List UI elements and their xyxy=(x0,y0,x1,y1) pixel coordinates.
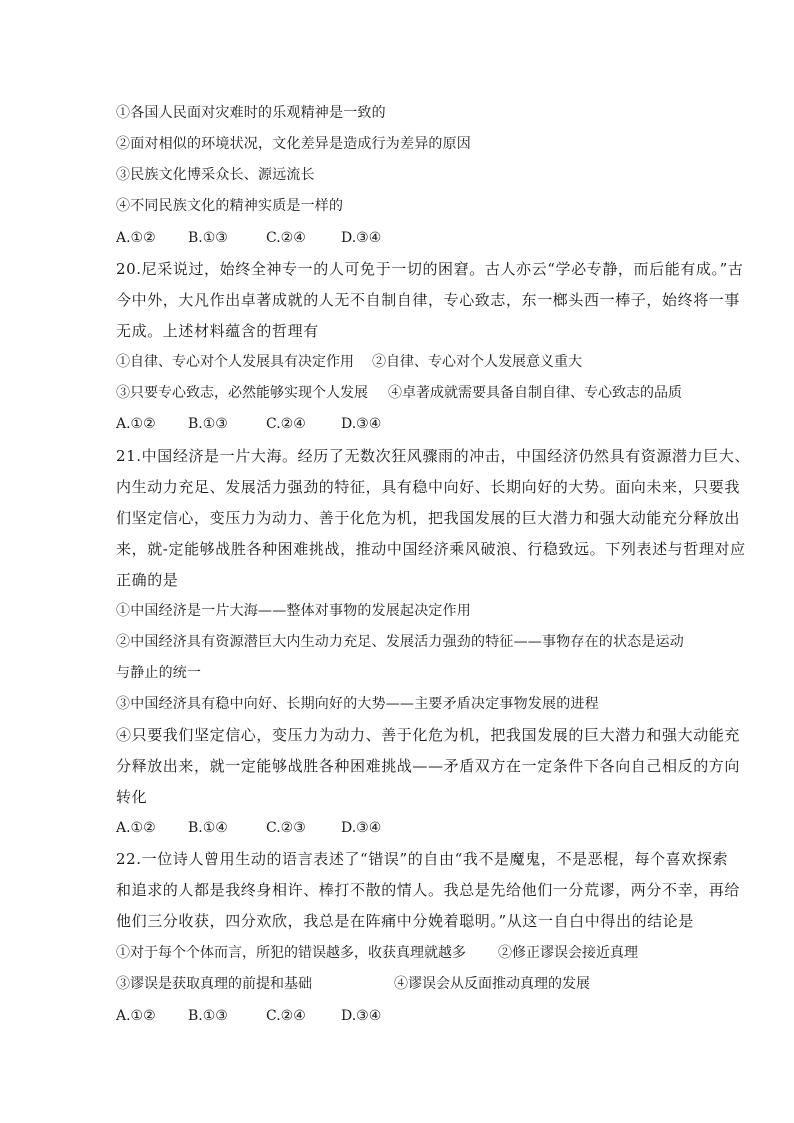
q22-stem-line-2: 和追求的人都是我终身相许、棒打不散的情人。我总是先给他们一分荒谬，两分不幸，再给 xyxy=(116,881,741,899)
q21-stem-line-4: 来，就-定能够战胜各种困难挑战，推动中国经济乘风破浪、行稳致远。下列表述与哲理对应 xyxy=(116,540,746,558)
q21-stem-line-1: 21.中国经济是一片大海。经历了无数次狂风骤雨的冲击，中国经济仍然具有资源潜力巨大、 xyxy=(116,447,751,465)
q20-item-2: ②自律、专心对个人发展意义重大 xyxy=(372,354,582,370)
q21-option-c[interactable]: C.②③ xyxy=(266,820,306,836)
q21-item-1: ①中国经济是一片大海——整体对事物的发展起决定作用 xyxy=(116,603,471,619)
q22-stem-line-1: 22.一位诗人曾用生动的语言表述了“错误”的自由“我不是魔鬼，不是恶棍，每个喜欢探索 xyxy=(116,850,729,868)
q22-option-a[interactable]: A.①② xyxy=(116,1008,156,1024)
q22-item-2: ②修正谬误会接近真理 xyxy=(498,945,638,961)
q21-item-4-end: 转化 xyxy=(116,788,148,806)
q21-option-a[interactable]: A.①② xyxy=(116,820,156,836)
q20-option-b[interactable]: B.①③ xyxy=(188,416,228,432)
q22-option-b[interactable]: B.①③ xyxy=(188,1008,228,1024)
q19-item-4: ④不同民族文化的精神实质是一样的 xyxy=(116,198,344,214)
q21-stem-line-3: 们坚定信心，变压力为动力、善于化危为机，把我国发展的巨大潜力和强大动能充分释放出 xyxy=(116,509,741,527)
q21-item-4-cont: 分释放出来，就一定能够战胜各种困难挑战——矛盾双方在一定条件下各向自己相反的方向 xyxy=(116,757,741,775)
q19-option-d[interactable]: D.③④ xyxy=(341,230,382,246)
q20-item-1: ①自律、专心对个人发展具有决定作用 xyxy=(116,354,354,370)
q19-item-2: ②面对相似的环境状况，文化差异是造成行为差异的原因 xyxy=(116,136,471,152)
q21-item-4: ④只要我们坚定信心，变压力为动力、善于化危为机，把我国发展的巨大潜力和强大动能充 xyxy=(116,726,741,744)
q21-stem-line-2: 内生动力充足、发展活力强劲的特征，具有稳中向好、长期向好的大势。面向未来，只要我 xyxy=(116,478,741,496)
q20-option-c[interactable]: C.②④ xyxy=(266,416,306,432)
q21-stem-line-5: 正确的是 xyxy=(116,571,179,589)
q22-option-d[interactable]: D.③④ xyxy=(341,1008,382,1024)
q19-option-c[interactable]: C.②④ xyxy=(266,230,306,246)
q22-option-c[interactable]: C.②④ xyxy=(266,1008,306,1024)
q21-item-2: ②中国经济具有资源潜巨大内生动力充足、发展活力强劲的特征——事物存在的状态是运动 xyxy=(116,634,684,650)
q22-stem-line-3: 他们三分收获，四分欢欣，我总是在阵痛中分娩着聪明。”从这一自白中得出的结论是 xyxy=(116,912,694,930)
q20-stem-line-2: 今中外，大凡作出卓著成就的人无不自制自律，专心致志，东一榔头西一棒子，始终将一事 xyxy=(116,291,741,309)
q20-item-3: ③只要专心致志，必然能够实现个人发展 xyxy=(116,385,368,401)
q22-item-3: ③谬误是获取真理的前提和基础 xyxy=(116,976,312,992)
q20-option-d[interactable]: D.③④ xyxy=(341,416,382,432)
q21-item-3: ③中国经济具有稳中向好、长期向好的大势——主要矛盾决定事物发展的进程 xyxy=(116,696,599,712)
q19-option-b[interactable]: B.①③ xyxy=(188,230,228,246)
q22-item-1: ①对于每个个体而言，所犯的错误越多，收获真理就越多 xyxy=(116,945,466,961)
q21-item-2-cont: 与静止的统一 xyxy=(116,665,202,681)
q22-item-4: ④谬误会从反面推动真理的发展 xyxy=(394,976,590,992)
q21-option-d[interactable]: D.③④ xyxy=(341,820,382,836)
q20-option-a[interactable]: A.①② xyxy=(116,416,156,432)
q19-item-3: ③民族文化博采众长、源远流长 xyxy=(116,167,315,183)
q20-stem-line-3: 无成。上述材料蕴含的哲理有 xyxy=(116,322,319,340)
q19-item-1: ①各国人民面对灾难时的乐观精神是一致的 xyxy=(116,105,386,121)
q20-stem-line-1: 20.尼采说过，始终全神专一的人可免于一切的困窘。古人亦云“学必专静，而后能有成。”古 xyxy=(116,260,744,278)
q21-option-b[interactable]: B.①④ xyxy=(188,820,228,836)
q19-option-a[interactable]: A.①② xyxy=(116,230,156,246)
q20-item-4: ④卓著成就需要具备自制自律、专心致志的品质 xyxy=(388,385,682,401)
